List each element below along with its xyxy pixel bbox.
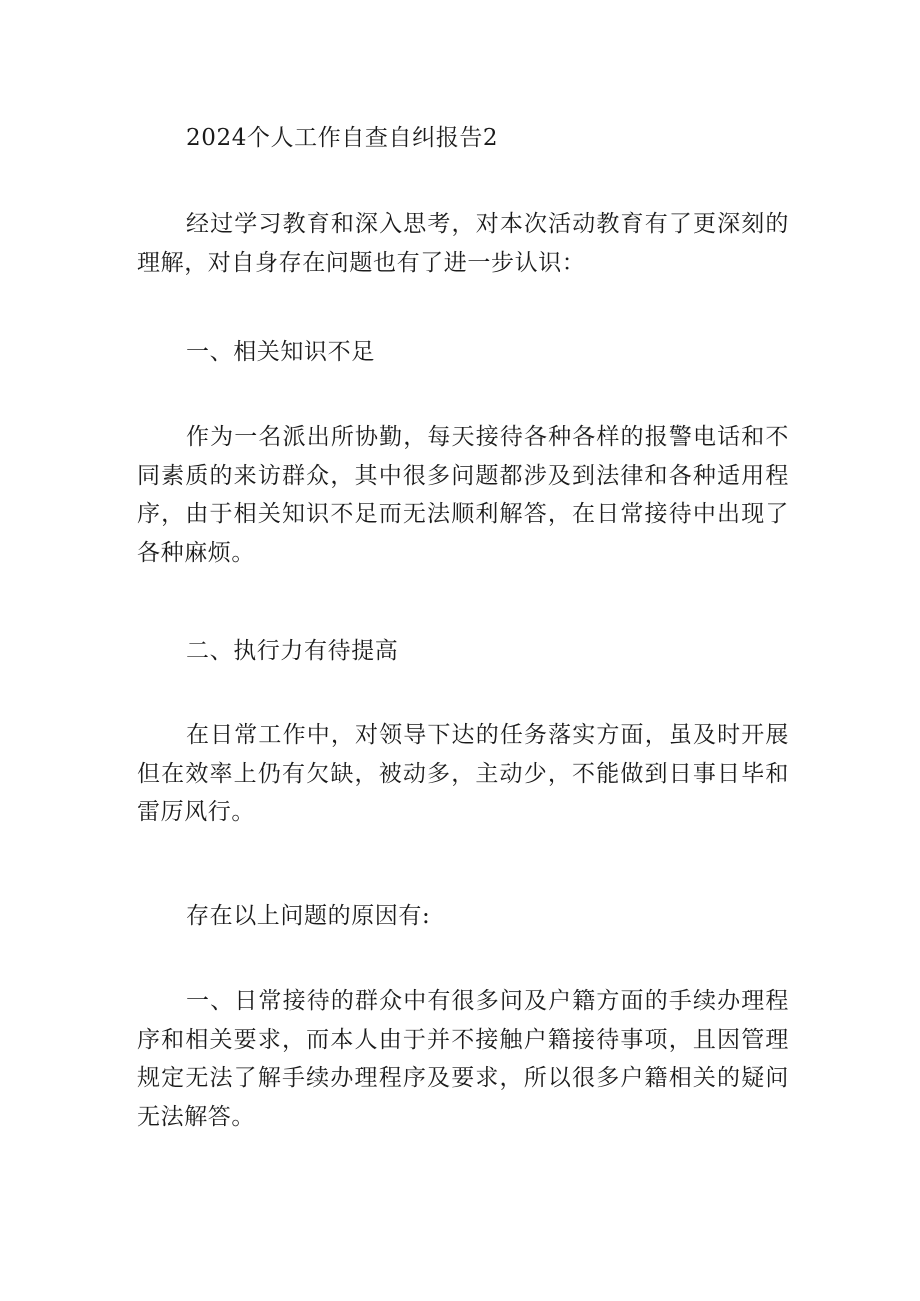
- section-heading-2: 二、执行力有待提高: [186, 638, 399, 664]
- paragraph-intro: 经过学习教育和深入思考，对本次活动教育有了更深刻的理解，对自身存在问题也有了进一步认识：: [137, 211, 789, 276]
- section-heading-1: 一、相关知识不足: [186, 339, 375, 365]
- section-heading-causes: 存在以上问题的原因有:: [186, 903, 431, 929]
- paragraph-execution: 在日常工作中，对领导下达的任务落实方面，虽及时开展但在效率上仍有欠缺，被动多，主动少，不能做到日事日毕和雷厉风行。: [137, 722, 789, 825]
- paragraph-cause-1: 一、日常接待的群众中有很多问及户籍方面的手续办理程序和相关要求，而本人由于并不接触户籍接待事项，且因管理规定无法了解手续办理程序及要求，所以很多户籍相关的疑问无法解答。: [137, 988, 789, 1130]
- document-title: 2024个人工作自查自纠报告2: [186, 125, 499, 151]
- paragraph-knowledge: 作为一名派出所协勤，每天接待各种各样的报警电话和不同素质的来访群众，其中很多问题都涉及到法律和各种适用程序，由于相关知识不足而无法顺利解答，在日常接待中出现了各种麻烦。: [137, 424, 789, 566]
